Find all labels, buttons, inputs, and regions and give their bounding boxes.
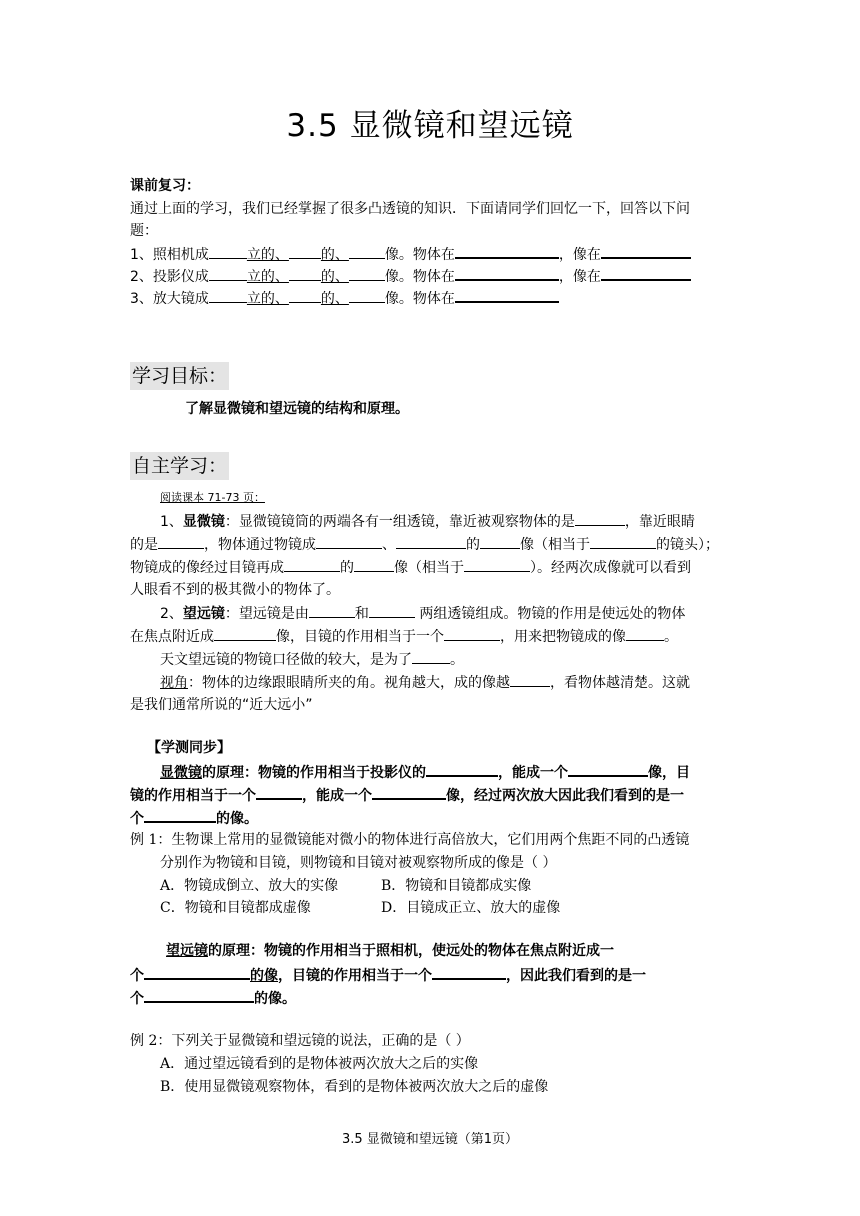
- microscope-para-line-1: 1、显微镜：显微镜镜筒的两端各有一组透镜，靠近被观察物体的是 ，靠近眼睛: [160, 510, 695, 534]
- example-2-option-a[interactable]: A．通过望远镜看到的是物体被两次放大之后的实像: [160, 1056, 479, 1072]
- answer-blank[interactable]: [144, 963, 250, 980]
- microscope-principle-line-3: 个 的像。: [130, 806, 258, 831]
- answer-blank[interactable]: [426, 760, 498, 777]
- page-footer: 3.5 显微镜和望远镜（第1页）: [341, 1132, 519, 1147]
- telescope-principle-line-3: 个 的像。: [130, 986, 296, 1011]
- example-1-line-1: 例 1：生物课上常用的显微镜能对微小的物体进行高倍放大，它们用两个焦距不同的凸透镜: [130, 832, 690, 848]
- reading-assignment: 阅读课本 71-73 页：: [160, 491, 265, 504]
- answer-blank[interactable]: [455, 264, 559, 281]
- answer-blank[interactable]: [284, 556, 340, 572]
- answer-blank[interactable]: [626, 625, 664, 641]
- answer-blank[interactable]: [349, 243, 385, 259]
- example-2-line-1: 例 2：下列关于显微镜和望远镜的说法，正确的是（ ）: [130, 1033, 470, 1049]
- answer-blank[interactable]: [214, 625, 276, 641]
- answer-blank[interactable]: [349, 265, 385, 281]
- example-2-option-b[interactable]: B．使用显微镜观察物体，看到的是物体被两次放大之后的虚像: [160, 1079, 549, 1095]
- astronomical-telescope-line: 天文望远镜的物镜口径做的较大，是为了 。: [160, 648, 464, 672]
- microscope-principle-line-2: 镜的作用相当于一个 ，能成一个 像，经过两次放大因此我们看到的是一: [130, 783, 684, 808]
- telescope-principle-line-2: 个 的像，目镜的作用相当于一个 ，因此我们看到的是一: [130, 963, 646, 988]
- answer-blank[interactable]: [369, 602, 415, 618]
- page-title: 3.5 显微镜和望远镜: [286, 108, 574, 144]
- answer-blank[interactable]: [412, 648, 450, 664]
- answer-blank[interactable]: [209, 287, 247, 303]
- answer-blank[interactable]: [289, 287, 321, 303]
- answer-blank[interactable]: [396, 533, 466, 549]
- answer-blank[interactable]: [209, 265, 247, 281]
- answer-blank[interactable]: [289, 243, 321, 259]
- example-1-line-2: 分别作为物镜和目镜，则物镜和目镜对被观察物所成的像是（ ）: [160, 855, 557, 871]
- answer-blank[interactable]: [601, 264, 691, 281]
- microscope-principle-line-1: 显微镜的原理：物镜的作用相当于投影仪的 ，能成一个 像，目: [160, 760, 690, 785]
- goals-text: 了解显微镜和望远镜的结构和原理。: [185, 401, 409, 417]
- answer-blank[interactable]: [590, 533, 656, 549]
- answer-blank[interactable]: [256, 783, 302, 800]
- answer-blank[interactable]: [144, 806, 216, 823]
- answer-blank[interactable]: [601, 242, 691, 259]
- answer-blank[interactable]: [309, 602, 355, 618]
- answer-blank[interactable]: [209, 243, 247, 259]
- example-1-option-c[interactable]: C．物镜和目镜都成虚像: [160, 900, 311, 916]
- answer-blank[interactable]: [144, 986, 254, 1003]
- microscope-para-line-2: 的是 ，物体通过物镜成 、 的 像（相当于 的镜头）；: [130, 533, 719, 557]
- review-heading: 课前复习：: [130, 178, 200, 194]
- telescope-para-line-2: 在焦点附近成 像，目镜的作用相当于一个 ，用来把物镜成的像 。: [130, 625, 678, 649]
- answer-blank[interactable]: [568, 760, 648, 777]
- review-intro-line-1: 通过上面的学习，我们已经掌握了很多凸透镜的知识．下面请同学们回忆一下，回答以下问: [130, 201, 690, 217]
- answer-blank[interactable]: [316, 533, 382, 549]
- telescope-para-line-1: 2、望远镜：望远镜是由 和 两组透镜组成。物镜的作用是使远处的物体: [160, 602, 685, 626]
- answer-blank[interactable]: [432, 963, 506, 980]
- review-question-3: 3、放大镜成 立的、 的、 像。物体在: [130, 286, 559, 311]
- answer-blank[interactable]: [575, 510, 625, 526]
- review-question-1: 1、照相机成 立的、 的、 像。物体在 ，像在: [130, 242, 691, 267]
- visual-angle-line-1: 视角：物体的边缘跟眼睛所夹的角。视角越大，成的像越 ，看物体越清楚。这就: [160, 671, 690, 695]
- answer-blank[interactable]: [510, 671, 550, 687]
- telescope-principle-line-1: 望远镜的原理：物镜的作用相当于照相机，使远处的物体在焦点附近成一: [166, 943, 614, 959]
- sync-heading: 【学测同步】: [147, 740, 231, 756]
- review-question-2: 2、投影仪成 立的、 的、 像。物体在 ，像在: [130, 264, 691, 289]
- answer-blank[interactable]: [372, 783, 446, 800]
- example-1-option-b[interactable]: B．物镜和目镜都成实像: [381, 878, 532, 894]
- example-1-option-a[interactable]: A．物镜成倒立、放大的实像: [160, 878, 339, 894]
- answer-blank[interactable]: [455, 286, 559, 303]
- answer-blank[interactable]: [455, 242, 559, 259]
- answer-blank[interactable]: [464, 556, 530, 572]
- self-study-heading: 自主学习：: [130, 452, 229, 480]
- answer-blank[interactable]: [349, 287, 385, 303]
- microscope-para-line-3: 物镜成的像经过目镜再成 的 像（相当于 ）。经两次成像就可以看到: [130, 556, 691, 580]
- answer-blank[interactable]: [444, 625, 500, 641]
- microscope-para-line-4: 人眼看不到的极其微小的物体了。: [130, 582, 340, 598]
- review-intro-line-2: 题：: [130, 223, 158, 239]
- example-1-option-d[interactable]: D．目镜成正立、放大的虚像: [381, 900, 561, 916]
- visual-angle-line-2: 是我们通常所说的“近大远小”: [130, 697, 313, 713]
- answer-blank[interactable]: [158, 533, 204, 549]
- answer-blank[interactable]: [289, 265, 321, 281]
- answer-blank[interactable]: [354, 556, 394, 572]
- answer-blank[interactable]: [480, 533, 520, 549]
- goals-heading: 学习目标：: [130, 362, 229, 390]
